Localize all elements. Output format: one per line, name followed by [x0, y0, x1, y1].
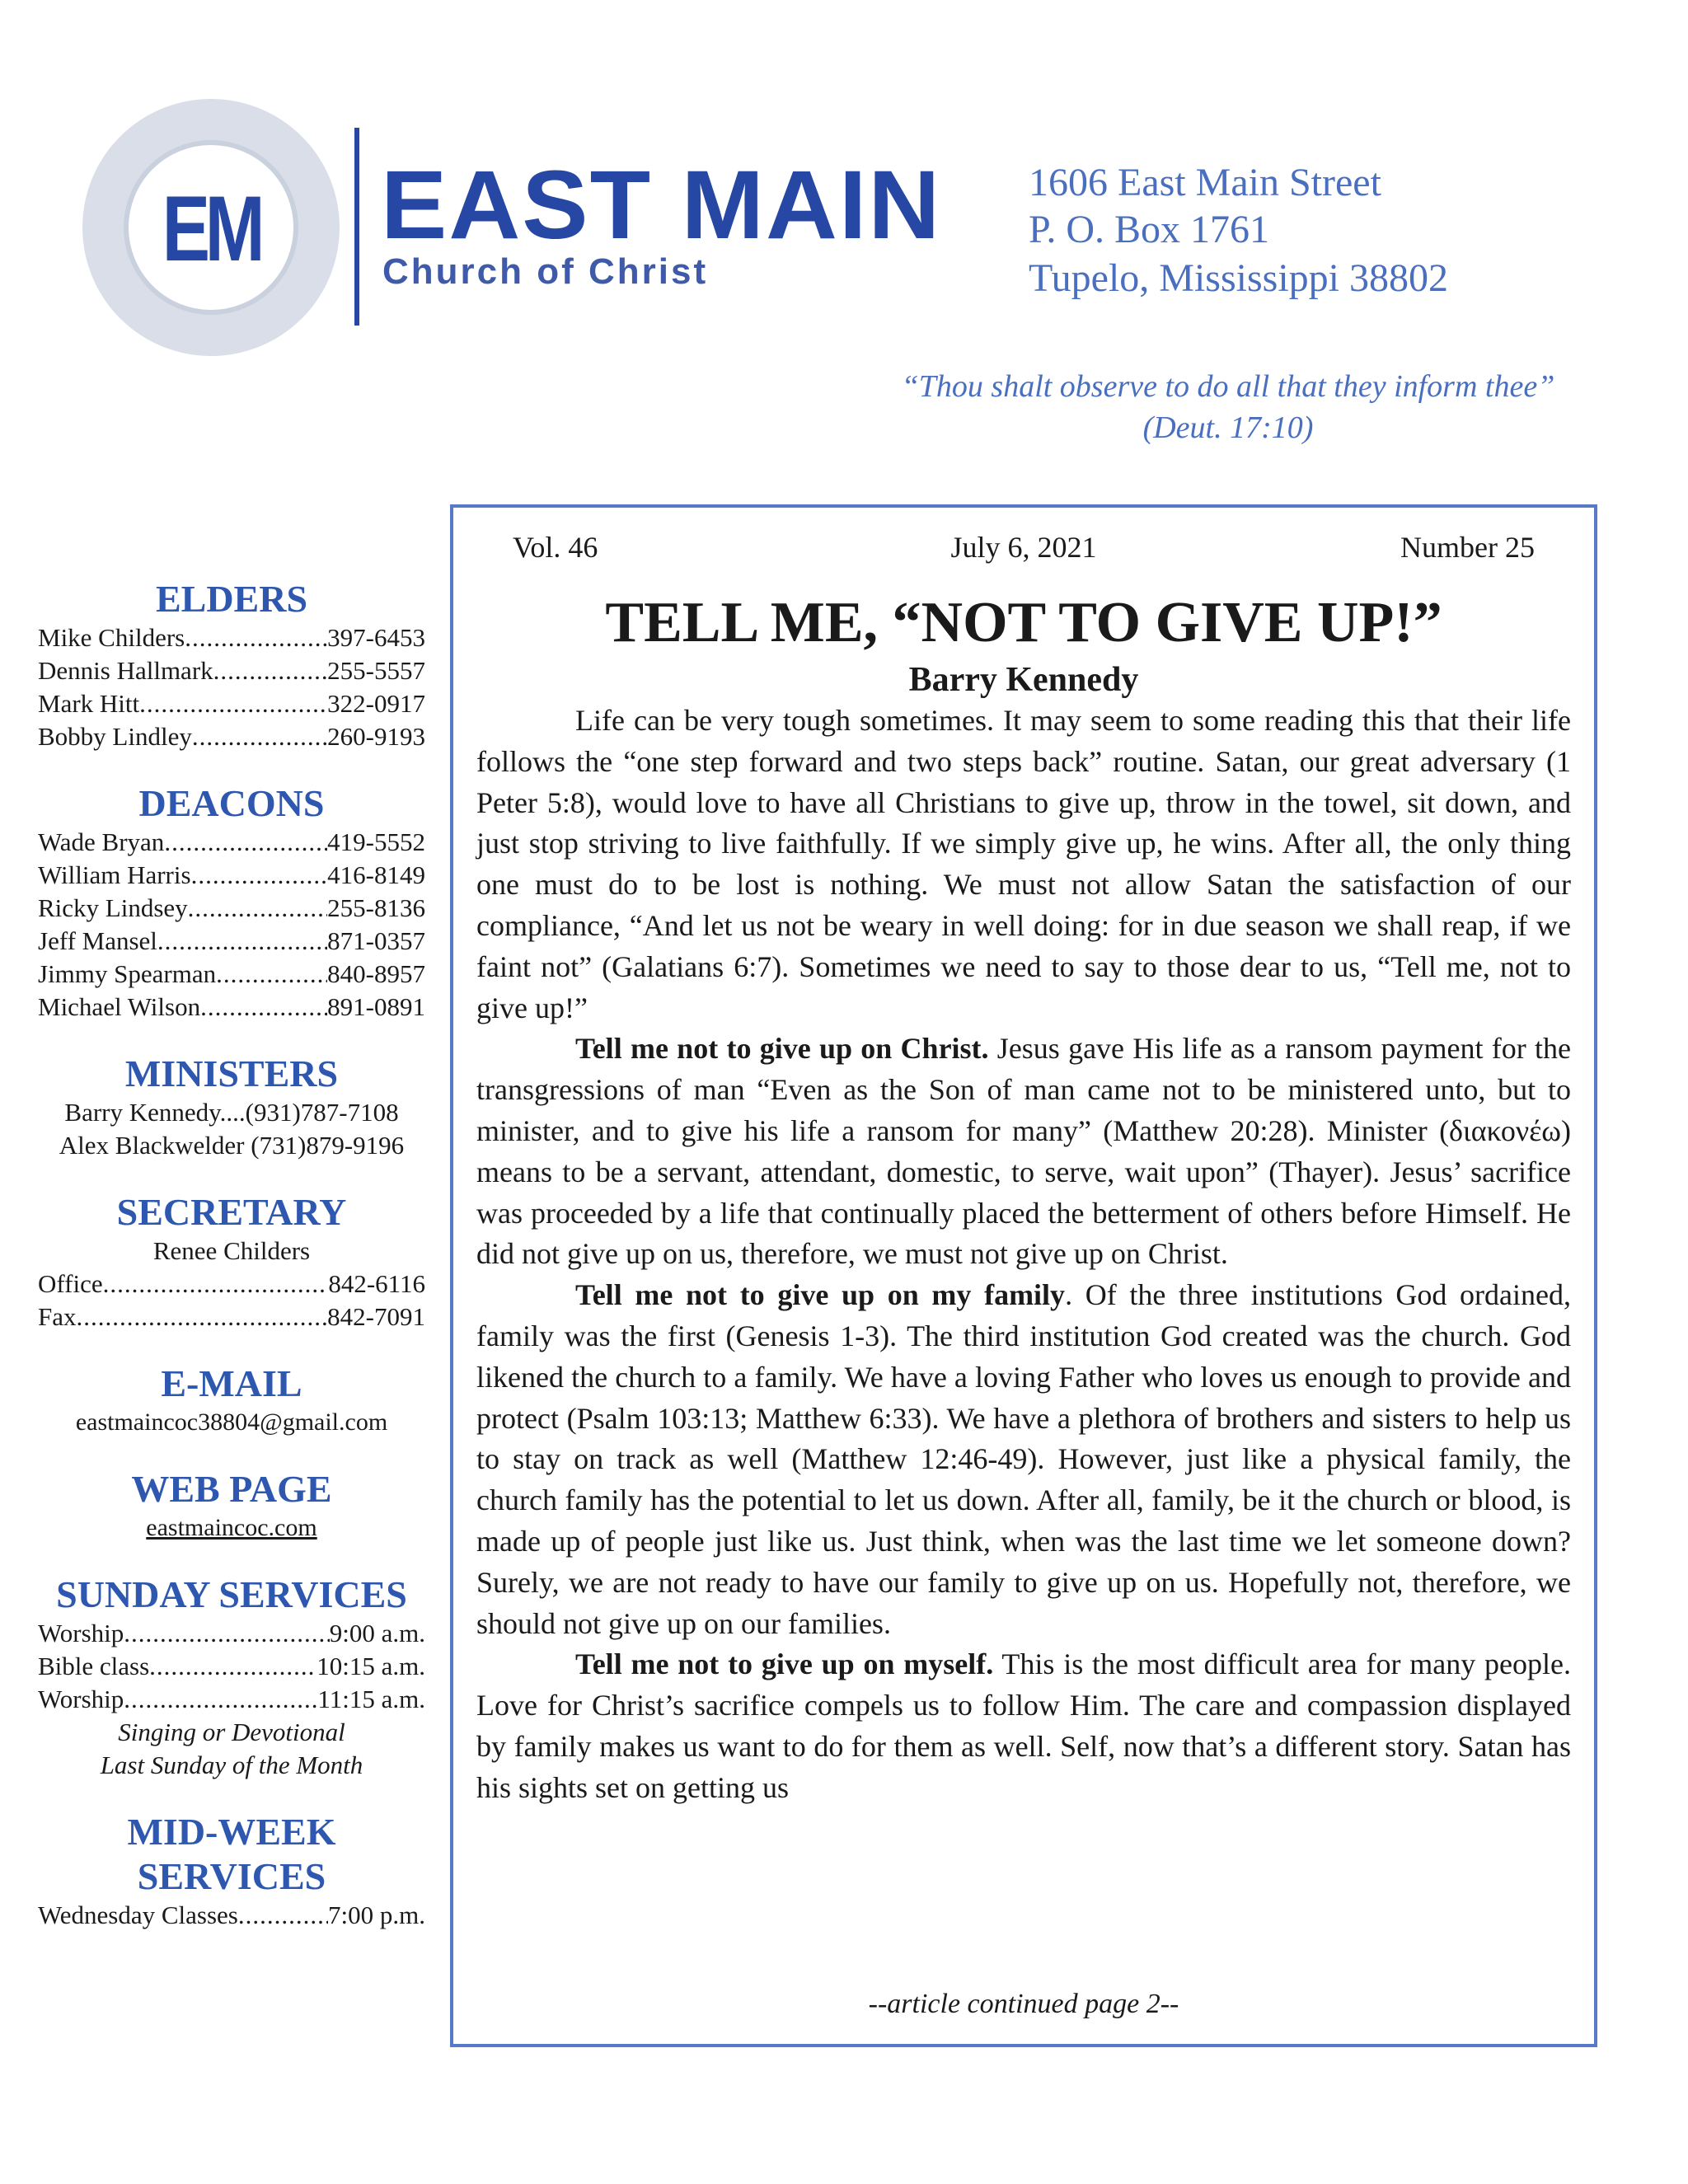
deacons-list: [38, 826, 425, 1024]
deacon-row: [38, 925, 425, 958]
service-time: 11:15 a.m.: [317, 1685, 425, 1713]
office-phone-row: [38, 1268, 425, 1301]
paragraph: [476, 1029, 1571, 1275]
paragraph-lead: Tell me not to give up on myself.: [575, 1647, 994, 1681]
fax-number: 842-7091: [327, 1302, 425, 1331]
deacon-phone: 255-8136: [327, 893, 425, 922]
elder-name: Dennis Hallmark: [38, 656, 213, 685]
issue-number: Number 25: [1400, 531, 1535, 564]
service-note: Last Sunday of the Month: [100, 1750, 363, 1779]
article-body: [476, 701, 1571, 1809]
paragraph: Life can be very tough sometimes. It may seem to some reading this that their life follows the “one step forward and two steps back” routine. Satan, our great adversary (1 Peter 5:8), would love to have all Christians to give up, throw in the towel, sit down, and just stop striving to live faithfully. If we simply give up, he wins. After all, the only thing one must do to be lost is nothing. We must not allow Satan the satisfaction of our compliance, “And let us not be weary in well doing: for in due season we shall reap, if we faint not” (Galatians 6:7). Sometimes we need to say to those dear to us, “Tell me, not to give up!”: [476, 704, 1571, 1024]
office-label: Office: [38, 1269, 103, 1298]
service-name: Bible class: [38, 1652, 150, 1680]
website-link[interactable]: eastmaincoc.com: [146, 1514, 317, 1541]
issue-date: July 6, 2021: [950, 531, 1097, 564]
paragraph: [476, 1644, 1571, 1808]
deacon-row: [38, 859, 425, 892]
article-box: [450, 504, 1597, 2047]
deacon-row: [38, 958, 425, 991]
service-time: 9:00 a.m.: [329, 1619, 425, 1647]
deacon-phone: 871-0357: [327, 926, 425, 955]
elder-name: Mike Childers: [38, 623, 185, 652]
service-note: Singing or Devotional: [118, 1718, 345, 1746]
deacons-heading: DEACONS: [138, 782, 325, 824]
elder-row: [38, 720, 425, 753]
elder-row: [38, 687, 425, 720]
deacon-name: Wade Bryan: [38, 827, 165, 856]
logo-divider: [354, 128, 359, 326]
elder-name: Mark Hitt: [38, 689, 140, 718]
deacon-phone: 840-8957: [327, 959, 425, 988]
address-street: 1606 East Main Street: [1029, 161, 1381, 204]
paragraph-lead: Tell me not to give up on my family: [575, 1278, 1066, 1312]
minister-line: Barry Kennedy....(931)787-7108: [64, 1098, 399, 1127]
midweek-heading: MID-WEEK: [127, 1811, 336, 1853]
web-heading: WEB PAGE: [131, 1468, 332, 1510]
article-title: TELL ME, “NOT TO GIVE UP!”: [605, 591, 1442, 654]
midweek-time: 7:00 p.m.: [328, 1900, 425, 1929]
fax-row: [38, 1301, 425, 1333]
scripture-motto: [857, 366, 1599, 448]
volume-number: Vol. 46: [513, 531, 598, 564]
address-city: Tupelo, Mississippi 38802: [1029, 256, 1449, 300]
office-phone: 842-6116: [328, 1269, 425, 1298]
sidebar: [38, 577, 425, 1932]
email-address[interactable]: eastmaincoc38804@gmail.com: [75, 1408, 388, 1436]
deacon-name: Michael Wilson: [38, 992, 201, 1021]
elder-phone: 255-5557: [327, 656, 425, 685]
elder-phone: 260-9193: [327, 722, 425, 751]
service-time: 10:15 a.m.: [316, 1652, 425, 1680]
service-name: Worship: [38, 1685, 124, 1713]
sunday-services-heading: SUNDAY SERVICES: [56, 1573, 407, 1615]
motto-text: “Thou shalt observe to do all that they inform thee”: [901, 369, 1555, 404]
email-heading: E-MAIL: [161, 1362, 302, 1404]
midweek-name: Wednesday Classes: [38, 1900, 238, 1929]
paragraph: [476, 1275, 1571, 1644]
address-po-box: P. O. Box 1761: [1029, 208, 1270, 251]
elder-row: [38, 621, 425, 654]
continued-note: --article continued page 2--: [868, 1989, 1179, 2019]
midweek-heading-line2: SERVICES: [137, 1855, 326, 1897]
article-author: Barry Kennedy: [908, 661, 1139, 699]
paragraph-text: Jesus gave His life as a ransom payment for the transgressions of man “Even as the Son of man came not to be ministered unto, but to minister, and to give his life a ransom for many” (Matthew 20:28). Minister (διακονέω) means to be a servant, attendant, domestic, to serve, wait upon” (Thayer). Jesus’ sacrifice was proceeded by a life that continually placed the betterment of others before Himself. He did not give up on us, therefore, we must not give up on Christ.: [476, 1032, 1571, 1271]
elder-name: Bobby Lindley: [38, 722, 192, 751]
secretary-heading: SECRETARY: [116, 1191, 347, 1233]
elder-phone: 397-6453: [327, 623, 425, 652]
logo-monogram: EM: [162, 177, 260, 280]
elder-phone: 322-0917: [327, 689, 425, 718]
ministers-heading: MINISTERS: [124, 1052, 339, 1094]
elders-heading: ELDERS: [155, 578, 308, 620]
deacon-row: [38, 892, 425, 925]
deacon-name: William Harris: [38, 860, 191, 889]
deacon-phone: 416-8149: [327, 860, 425, 889]
paragraph-lead: Tell me not to give up on Christ.: [575, 1032, 989, 1066]
church-name: EAST MAIN: [381, 151, 942, 260]
deacon-row: [38, 826, 425, 859]
elder-row: [38, 654, 425, 687]
deacon-name: Ricky Lindsey: [38, 893, 188, 922]
deacon-row: [38, 991, 425, 1024]
deacon-name: Jimmy Spearman: [38, 959, 217, 988]
service-row: [38, 1683, 425, 1716]
church-subtitle: Church of Christ: [382, 251, 709, 292]
logo-inner-ring: [124, 140, 298, 315]
paragraph-text: . Of the three institutions God ordained, family was the first (Genesis 1-3). The third institution God created was the church. God likened the church to a family. We have a loving Father who loves us enough to provide and protect (Psalm 103:13; Matthew 6:33). We have a plethora of brothers and sisters to help us to stay on track as well (Matthew 12:46-49). However, just like a physical family, the church family has the potential to let us down. After all, family, be it the church or blood, is made up of people just like us. Just think, when was the last time we let someone down? Surely, we are not ready to have our family to give up on us. Hopefully not, therefore, we should not give up on our families.: [476, 1278, 1571, 1640]
service-row: [38, 1617, 425, 1650]
paragraph-text: This is the most difficult area for many people. Love for Christ’s sacrifice compels us to follow Him. The care and compassion displayed by family makes us want to do for them as well. Self, now that’s a different story. Satan has his sights set on getting us: [476, 1647, 1571, 1804]
motto-reference: (Deut. 17:10): [1142, 410, 1314, 445]
service-row: [38, 1650, 425, 1683]
deacon-phone: 891-0891: [327, 992, 425, 1021]
elders-list: [38, 621, 425, 753]
midweek-row: [38, 1899, 425, 1932]
church-logo: [82, 99, 340, 356]
deacon-name: Jeff Mansel: [38, 926, 157, 955]
issue-line: [453, 529, 1594, 565]
secretary-name: Renee Childers: [152, 1236, 311, 1265]
fax-label: Fax: [38, 1302, 77, 1331]
minister-line: Alex Blackwelder (731)879-9196: [59, 1131, 405, 1160]
deacon-phone: 419-5552: [327, 827, 425, 856]
service-name: Worship: [38, 1619, 124, 1647]
